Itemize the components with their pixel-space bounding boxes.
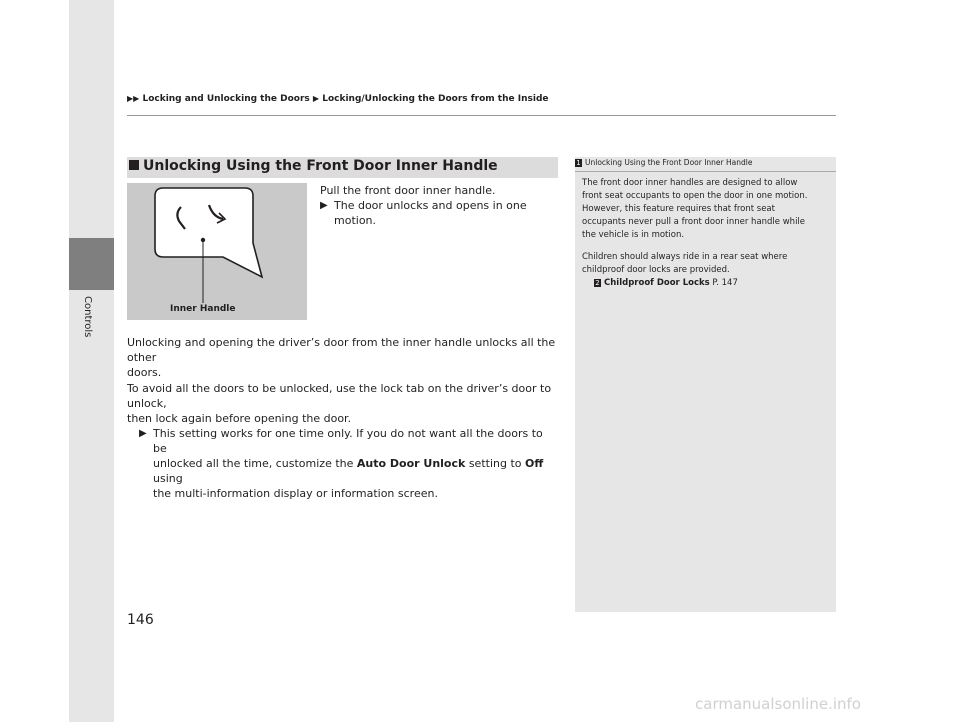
sidebar-divider	[575, 171, 836, 172]
page-number: 146	[127, 612, 154, 628]
square-bullet-icon	[129, 160, 139, 170]
figure-label: Inner Handle	[170, 304, 236, 314]
header-divider	[127, 115, 836, 116]
setting-name: Auto Door Unlock	[356, 457, 466, 470]
paragraph-2-note: ▶ This setting works for one time only. If you do not want all the doors to be unlocked all the time, customize the Auto Door Unlock setting to Off using the multi-information display or information screen.	[139, 427, 544, 500]
section-title: Unlocking Using the Front Door Inner Handle	[127, 158, 498, 174]
arrow-icon: ▶	[139, 428, 147, 439]
side-tab-bg-lower	[69, 290, 114, 722]
note-number-icon: 1	[576, 159, 581, 167]
breadcrumb-arrow-icon: ▶▶	[127, 94, 140, 103]
instruction-result: ▶ The door unlocks and opens in one motion.	[320, 199, 527, 227]
sidebar-paragraph-2: Children should always ride in a rear seat where childproof door locks are provided. 2 Childproof Door Locks P. 147	[582, 252, 788, 288]
cross-reference-link[interactable]: 2 Childproof Door Locks P. 147	[595, 278, 738, 288]
breadcrumb	[127, 94, 549, 104]
side-tab-marker	[69, 238, 114, 290]
breadcrumb-item-2[interactable]: Locking/Unlocking the Doors from the Inside	[322, 94, 549, 104]
side-tab-bg	[69, 0, 114, 250]
sidebar-paragraph-1: The front door inner handles are designed to allow front seat occupants to open the door in one motion. However, this feature requires that front seat occupants never pull a front door inner handle while the vehicle is in motion.	[582, 178, 808, 240]
sidebar-body	[582, 177, 832, 299]
watermark: carmanualsonline.info	[695, 695, 861, 713]
illustration	[127, 183, 307, 320]
sidebar-title: 1 Unlocking Using the Front Door Inner Handle	[576, 158, 753, 167]
instructions	[320, 183, 527, 228]
paragraph-1: Unlocking and opening the driver’s door from the inner handle unlocks all the other doors.	[127, 336, 556, 379]
instruction-step: Pull the front door inner handle.	[320, 184, 496, 197]
breadcrumb-arrow-icon: ▶	[312, 94, 320, 103]
door-handle-callout-icon	[127, 183, 307, 320]
reference-icon: 2	[595, 279, 600, 287]
breadcrumb-item-1[interactable]: Locking and Unlocking the Doors	[142, 94, 310, 104]
side-tab-label[interactable]: Controls	[82, 296, 93, 338]
arrow-icon: ▶	[320, 200, 328, 211]
setting-value: Off	[525, 457, 544, 470]
paragraph-2: To avoid all the doors to be unlocked, use the lock tab on the driver’s door to unlock, then lock again before opening the door. ▶ This setting works for one time only. If you do not want all the doors to be unlocked all the time, customize the Auto Door Unlock setting to Off using the multi-information display or information screen.	[127, 381, 559, 501]
